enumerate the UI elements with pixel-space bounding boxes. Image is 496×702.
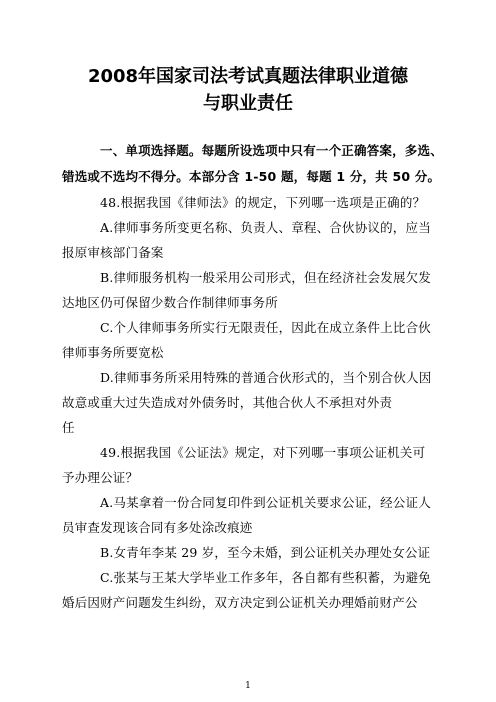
question-49-option-b: B.女青年李某 29 岁，至今未婚，到公证机关办理处女公证: [100, 545, 431, 560]
question-48-option-b-cont: 达地区仍可保留少数合作制律师事务所: [62, 295, 278, 310]
question-49-option-a: A.马某拿着一份合同复印件到公证机关要求公证，经公证人: [100, 495, 431, 510]
document-title-line-2: 与职业责任: [203, 93, 293, 114]
section-intro-line-2: 错选或不选均不得分。本部分含 1-50 题，每题 1 分，共 50 分。: [62, 169, 441, 184]
question-49-option-c: C.张某与王某大学毕业工作多年，各自都有些积蓄，为避免: [100, 570, 431, 585]
question-48-option-d-cont-2: 任: [62, 420, 75, 435]
question-48-option-a: A.律师事务所变更名称、负责人、章程、合伙协议的，应当: [100, 220, 431, 235]
question-49-stem-cont: 予办理公证？: [62, 470, 139, 485]
question-49-option-a-cont: 员审查发现该合同有多处涂改痕迹: [62, 520, 253, 535]
question-48-option-a-cont: 报原审核部门备案: [62, 245, 164, 260]
question-48-option-c-cont: 律师事务所要宽松: [62, 345, 164, 360]
question-49-option-c-cont: 婚后因财产问题发生纠纷，双方决定到公证机关办理婚前财产公: [62, 595, 418, 610]
document-title-line-1: 2008年国家司法考试真题法律职业道德: [87, 66, 409, 87]
question-49-stem: 49.根据我国《公证法》规定，对下列哪一事项公证机关可: [100, 445, 426, 460]
question-48-option-d-cont: 故意或重大过失造成对外债务时，其他合伙人不承担对外责: [62, 395, 393, 410]
question-48-stem: 48.根据我国《律师法》的规定，下列哪一选项是正确的？: [100, 195, 426, 210]
section-intro-line-1: 一、单项选择题。每题所设选项中只有一个正确答案，多选、: [100, 143, 443, 158]
page-number: 1: [245, 681, 251, 691]
question-48-option-b: B.律师服务机构一般采用公司形式，但在经济社会发展欠发: [100, 270, 432, 285]
question-48-option-d: D.律师事务所采用特殊的普通合伙形式的，当个别合伙人因: [100, 370, 432, 385]
question-48-option-c: C.个人律师事务所实行无限责任，因此在成立条件上比合伙: [100, 320, 431, 335]
